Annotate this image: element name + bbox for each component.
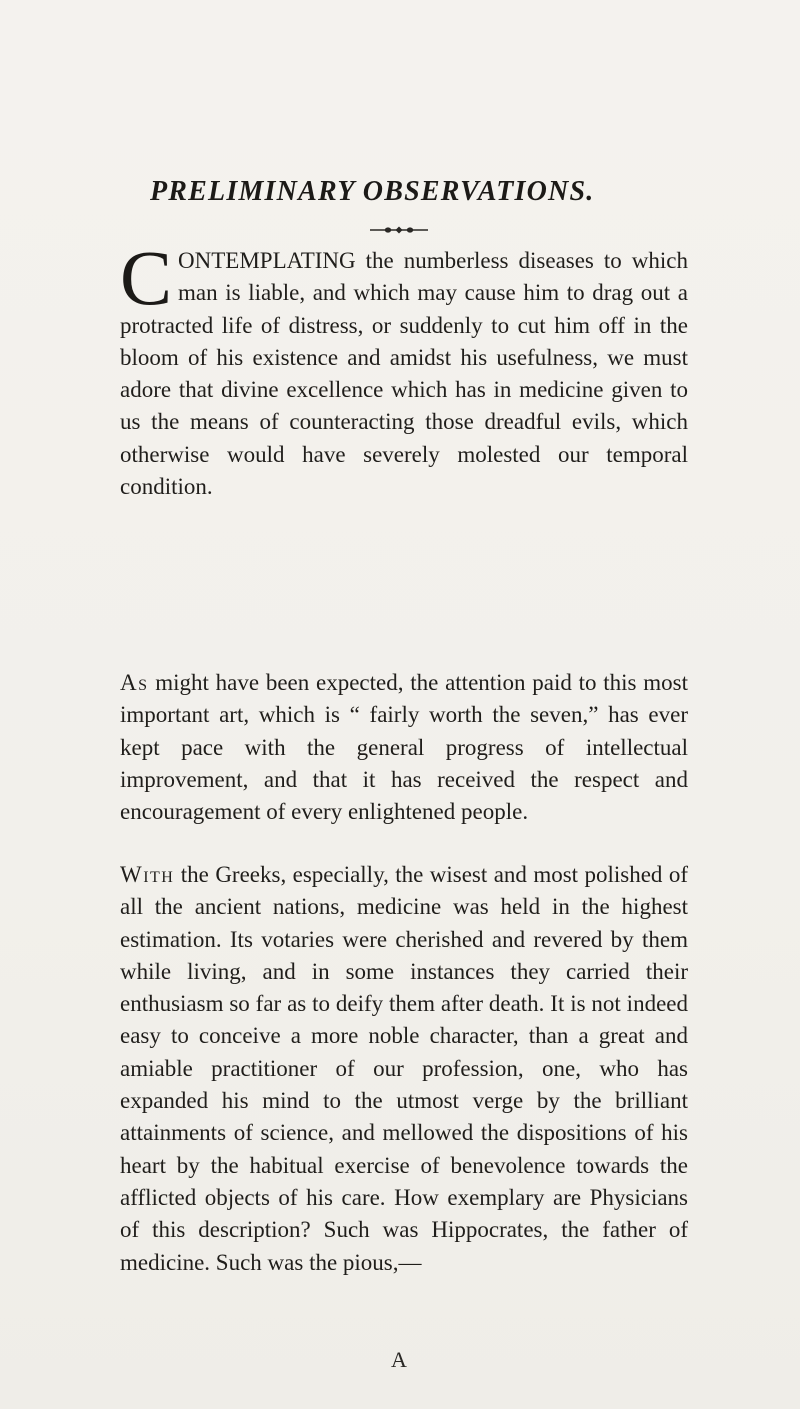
paragraph-3-text: the Greeks, especially, the wisest and most polished of all the ancient nations, medicine was held in the highest estimation. Its votaries were cherished and revered by them while living, and in some instances they carried their enthusiasm so far as to deify them after death. It is not indeed easy to conceive a more noble character, than a great and amiable practitioner of our profession, one, who has expanded his mind to the utmost verge by the brilliant attainments of science, and mellowed the dispositions of his heart by the habitual exercise of benevolence towards the afflicted objects of his care. How exemplary are Physicians of this description? Such was Hippocrates, the father of medicine. Such was the pious,— xyxy=(120,862,688,1275)
paragraph-3 xyxy=(120,859,688,1279)
drop-cap-letter: C xyxy=(120,234,173,321)
paragraph-2-lead: As xyxy=(120,670,149,695)
paragraph-3-lead: With xyxy=(120,862,175,887)
paragraph-2-text: might have been expected, the attention paid to this most important art, which is “ fairly worth the seven,” has ever kept pace with the general progress of intellectual improvement, and that it has received the respect and encouragement of every enlightened people. xyxy=(120,670,688,825)
paragraph-1 xyxy=(120,234,688,503)
paragraph-1-text: ONTEMPLATING the numberless diseases to which man is liable, and which may cause him to drag out a protracted life of distress, or suddenly to cut him off in the bloom of his existence and amidst his usefulness, we must adore that divine excellence which has in medicine given to us the means of counteracting those dreadful evils, which otherwise would have severely molested our temporal condition. xyxy=(120,248,688,500)
page-heading: PRELIMINARY OBSERVATIONS. xyxy=(150,176,595,207)
rule-ornament-icon xyxy=(370,226,428,234)
signature-mark: A xyxy=(391,1347,407,1372)
paragraph-2 xyxy=(120,667,688,828)
